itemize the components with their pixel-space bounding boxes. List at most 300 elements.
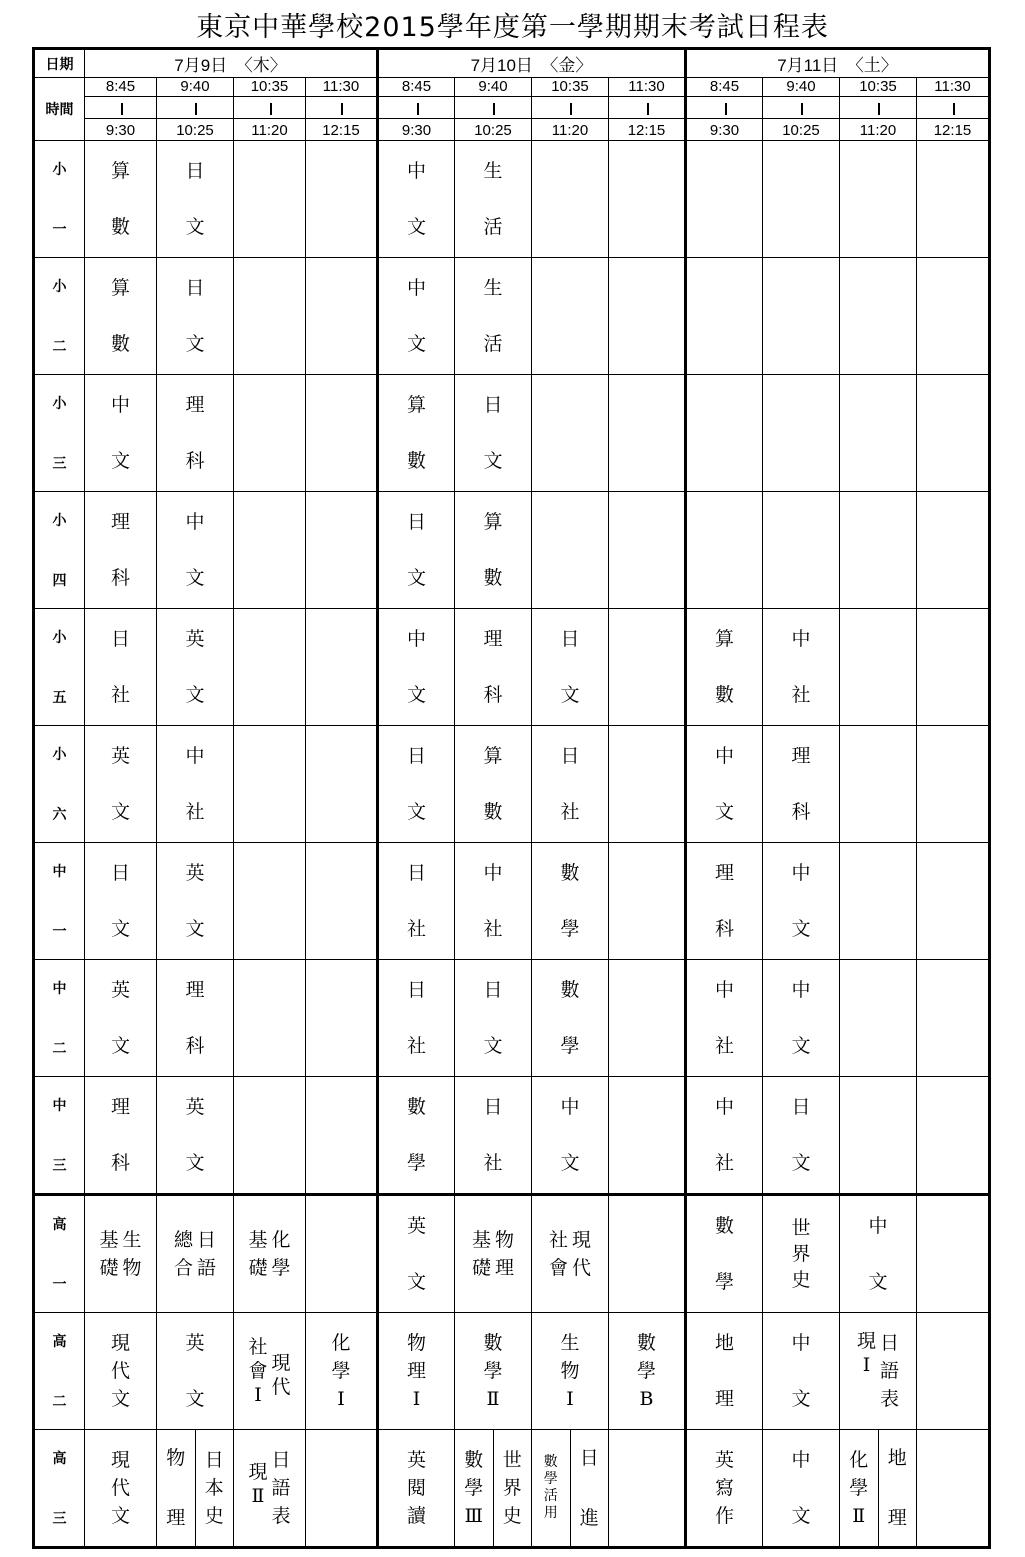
subject-stack bbox=[379, 1214, 454, 1294]
schedule-cell bbox=[532, 1195, 609, 1313]
grade-label bbox=[34, 609, 85, 726]
schedule-cell bbox=[455, 726, 532, 843]
slot-start: 11:30 bbox=[608, 78, 685, 97]
subject-char: 文 bbox=[110, 1505, 130, 1527]
subject-stack bbox=[532, 861, 608, 941]
schedule-cell bbox=[85, 492, 157, 609]
subject-stack bbox=[763, 1215, 839, 1293]
subject-char: 文 bbox=[791, 1035, 811, 1057]
schedule-cell bbox=[85, 141, 157, 258]
schedule-cell bbox=[532, 609, 609, 726]
subject-char: 文 bbox=[185, 918, 205, 940]
subject-char: 地 bbox=[714, 1332, 734, 1354]
subject-char: 語 bbox=[271, 1477, 291, 1499]
subject-char: 英 bbox=[406, 1449, 426, 1471]
grade-label bbox=[34, 1430, 85, 1548]
slot-divider bbox=[84, 100, 157, 119]
subject-char: 理 bbox=[714, 1388, 734, 1410]
subject-char: 代 bbox=[110, 1360, 130, 1382]
slot-end: 12:15 bbox=[322, 122, 360, 139]
subject-char: 礎 bbox=[99, 1257, 119, 1279]
schedule-cell bbox=[609, 960, 686, 1077]
schedule-cell bbox=[306, 1195, 378, 1313]
subject-stack bbox=[157, 627, 233, 707]
subject-char: 數 bbox=[483, 1332, 503, 1354]
subject-char: 英 bbox=[110, 979, 130, 1001]
schedule-cell bbox=[763, 726, 840, 843]
subject-char: Ⅱ bbox=[852, 1505, 866, 1527]
slot-start: 10:35 bbox=[839, 78, 917, 97]
subject-char: 地 bbox=[887, 1447, 907, 1469]
schedule-cell bbox=[763, 1430, 840, 1548]
schedule-cell bbox=[763, 609, 840, 726]
subject-char: 文 bbox=[714, 801, 734, 823]
subject-char: 日 bbox=[406, 745, 426, 767]
subject-char: 算 bbox=[110, 277, 130, 299]
schedule-cell bbox=[686, 258, 763, 375]
subject-char: 作 bbox=[714, 1505, 734, 1527]
schedule-cell bbox=[609, 1195, 686, 1313]
subject-char: 中 bbox=[791, 1332, 811, 1354]
schedule-cell bbox=[532, 726, 609, 843]
slot-start: 11:30 bbox=[305, 78, 377, 97]
subject-char: 英 bbox=[714, 1449, 734, 1471]
subject-char: 文 bbox=[110, 918, 130, 940]
time-slot bbox=[306, 78, 378, 141]
schedule-cell bbox=[455, 1430, 532, 1548]
subject-stack bbox=[85, 159, 156, 239]
subject-stack bbox=[687, 978, 762, 1058]
slot-start: 10:35 bbox=[531, 78, 609, 97]
schedule-cell bbox=[917, 1430, 990, 1548]
subject-char: 社 bbox=[406, 1035, 426, 1057]
subject-char: 英 bbox=[185, 862, 205, 884]
subject-char: 科 bbox=[714, 918, 734, 940]
schedule-cell bbox=[157, 960, 234, 1077]
schedule-cell bbox=[686, 1077, 763, 1195]
subject-char: 史 bbox=[502, 1505, 522, 1527]
subject-char: 合 bbox=[173, 1257, 193, 1279]
subject-char: 學 bbox=[636, 1360, 656, 1382]
subject-char: Ⅰ bbox=[337, 1388, 345, 1410]
subject-char: 英 bbox=[185, 1332, 205, 1354]
schedule-cell bbox=[609, 1430, 686, 1548]
schedule-cell bbox=[378, 141, 455, 258]
subject-char: 生 bbox=[483, 277, 503, 299]
schedule-cell bbox=[85, 960, 157, 1077]
subject-char: 文 bbox=[185, 684, 205, 706]
subject-char: 中 bbox=[406, 160, 426, 182]
subject-char: 中 bbox=[483, 862, 503, 884]
grade-year: 四 bbox=[52, 572, 67, 588]
subject-stack bbox=[85, 627, 156, 707]
subject-char: 數 bbox=[560, 979, 580, 1001]
subject-char: 社 bbox=[560, 801, 580, 823]
subject-char: 文 bbox=[110, 1388, 130, 1410]
schedule-cell bbox=[157, 1077, 234, 1195]
schedule-cell bbox=[85, 258, 157, 375]
schedule-cell bbox=[306, 375, 378, 492]
subject-char: 英 bbox=[110, 745, 130, 767]
slot-end: 9:30 bbox=[401, 122, 432, 139]
grade-row bbox=[34, 492, 990, 609]
schedule-cell bbox=[763, 843, 840, 960]
grade-row bbox=[34, 1313, 990, 1430]
slot-end: 9:30 bbox=[709, 122, 740, 139]
subject-char: 英 bbox=[185, 628, 205, 650]
subject-char: 中 bbox=[868, 1215, 888, 1237]
slot-divider bbox=[156, 100, 234, 119]
subject-char: 社 bbox=[791, 684, 811, 706]
subject-stack bbox=[455, 159, 531, 239]
grade-year: 三 bbox=[52, 1157, 67, 1173]
schedule-cell bbox=[378, 843, 455, 960]
subject-col bbox=[272, 1446, 291, 1530]
schedule-cell bbox=[85, 1430, 157, 1548]
subject-stack bbox=[687, 1446, 762, 1530]
slot-divider bbox=[233, 100, 306, 119]
schedule-cell bbox=[840, 258, 917, 375]
subject-col bbox=[857, 1329, 876, 1413]
subject-stack bbox=[609, 1329, 684, 1413]
subject-char: 本 bbox=[204, 1477, 224, 1499]
subject-stack bbox=[85, 1329, 156, 1413]
subject-char: 中 bbox=[406, 628, 426, 650]
subject-char: 生 bbox=[122, 1229, 142, 1251]
subject-char: 中 bbox=[791, 862, 811, 884]
subject-stack bbox=[379, 159, 454, 239]
subject-stack bbox=[687, 627, 762, 707]
subject-stack bbox=[464, 1446, 483, 1530]
subject-char: 物 bbox=[406, 1332, 426, 1354]
schedule-cell bbox=[686, 843, 763, 960]
subject-char: 中 bbox=[185, 745, 205, 767]
subject-char: 中 bbox=[406, 277, 426, 299]
slot-start: 9:40 bbox=[156, 78, 234, 97]
subject-char: 中 bbox=[560, 1096, 580, 1118]
schedule-cell bbox=[306, 726, 378, 843]
subject-char: 語 bbox=[880, 1360, 900, 1382]
schedule-cell bbox=[157, 375, 234, 492]
subject-char: 表 bbox=[880, 1388, 900, 1410]
subject-char: 科 bbox=[483, 684, 503, 706]
subject-stack bbox=[306, 1329, 376, 1413]
schedule-cell bbox=[378, 1430, 455, 1548]
subject-stack bbox=[157, 1095, 233, 1175]
subject-stack bbox=[849, 1446, 868, 1530]
schedule-cell bbox=[686, 1195, 763, 1313]
subject-char: 代 bbox=[572, 1257, 592, 1279]
subject-char: 數 bbox=[636, 1332, 656, 1354]
subject-char: 礎 bbox=[248, 1257, 268, 1279]
subject-char: 文 bbox=[791, 1505, 811, 1527]
subject-char: 數 bbox=[714, 684, 734, 706]
schedule-cell bbox=[532, 1313, 609, 1430]
subject-char: 學 bbox=[560, 1035, 580, 1057]
subject-char: 化 bbox=[331, 1332, 351, 1354]
subject-char: 算 bbox=[110, 160, 130, 182]
slot-start: 11:30 bbox=[916, 78, 989, 97]
schedule-cell bbox=[532, 375, 609, 492]
subject-char: 日 bbox=[406, 511, 426, 533]
slot-end: 10:25 bbox=[782, 122, 820, 139]
subject-char: 物 bbox=[560, 1360, 580, 1382]
subject-char: 學 bbox=[849, 1477, 869, 1499]
subject-stack bbox=[763, 744, 839, 824]
grade-year: 三 bbox=[52, 455, 67, 471]
grade-level: 中 bbox=[52, 1097, 67, 1113]
slot-divider bbox=[916, 100, 989, 119]
subject-char: 日 bbox=[406, 862, 426, 884]
subject-char: 學 bbox=[543, 1471, 558, 1487]
schedule-cell bbox=[234, 1430, 306, 1548]
subject-char: 數 bbox=[406, 450, 426, 472]
schedule-cell bbox=[157, 492, 234, 609]
schedule-cell bbox=[378, 609, 455, 726]
subject-char: 英 bbox=[185, 1096, 205, 1118]
subject-char: 日 bbox=[197, 1229, 217, 1251]
subject-char: 物 bbox=[122, 1257, 142, 1279]
grade-level: 高 bbox=[52, 1216, 67, 1232]
subject-char: 日 bbox=[483, 394, 503, 416]
schedule-cell bbox=[157, 141, 234, 258]
grade-label bbox=[34, 1195, 85, 1313]
subject-char: 文 bbox=[406, 684, 426, 706]
subject-stack bbox=[544, 1454, 558, 1522]
schedule-cell bbox=[378, 960, 455, 1077]
subject-col bbox=[248, 1460, 267, 1530]
schedule-cell bbox=[609, 141, 686, 258]
schedule-cell bbox=[378, 1195, 455, 1313]
grade-row bbox=[34, 1077, 990, 1195]
subject-col bbox=[272, 1226, 291, 1282]
subject-char: 學 bbox=[560, 918, 580, 940]
subject-char: 現 bbox=[110, 1449, 130, 1471]
subject-char: Ⅲ bbox=[464, 1505, 483, 1527]
time-slot bbox=[840, 78, 917, 141]
grade-level: 小 bbox=[52, 746, 67, 762]
subject-stack bbox=[840, 1214, 916, 1294]
schedule-cell bbox=[378, 258, 455, 375]
schedule-cell bbox=[532, 843, 609, 960]
subject-char: Ⅱ bbox=[251, 1485, 265, 1507]
grade-year: 一 bbox=[52, 1276, 67, 1292]
subject-stack bbox=[379, 1446, 454, 1530]
schedule-cell bbox=[85, 1195, 157, 1313]
subject-stack bbox=[763, 978, 839, 1058]
schedule-cell bbox=[917, 375, 990, 492]
subject-char: 科 bbox=[110, 567, 130, 589]
schedule-cell bbox=[306, 960, 378, 1077]
schedule-cell bbox=[532, 960, 609, 1077]
subject-char: 數 bbox=[406, 1096, 426, 1118]
grade-row bbox=[34, 726, 990, 843]
subject-char: 文 bbox=[791, 918, 811, 940]
schedule-cell bbox=[686, 726, 763, 843]
schedule-cell bbox=[532, 141, 609, 258]
subject-char: B bbox=[639, 1388, 654, 1410]
slot-divider bbox=[839, 100, 917, 119]
subject-char: 中 bbox=[185, 511, 205, 533]
subject-stack bbox=[455, 744, 531, 824]
subject-char: 文 bbox=[406, 801, 426, 823]
grade-year: 二 bbox=[52, 1040, 67, 1056]
time-slot bbox=[455, 78, 532, 141]
slot-divider bbox=[305, 100, 377, 119]
grade-row bbox=[34, 258, 990, 375]
subject-char: 社 bbox=[548, 1229, 568, 1251]
subject-char: 社 bbox=[406, 918, 426, 940]
subject-stack bbox=[85, 744, 156, 824]
grade-row bbox=[34, 960, 990, 1077]
subject-char: 科 bbox=[110, 1152, 130, 1174]
schedule-cell bbox=[455, 1313, 532, 1430]
subject-stack bbox=[763, 1095, 839, 1175]
subject-stack bbox=[687, 1214, 762, 1294]
schedule-cell bbox=[686, 1313, 763, 1430]
subject-char: 文 bbox=[406, 333, 426, 355]
subject-char: 日 bbox=[483, 1096, 503, 1118]
slot-end: 12:15 bbox=[627, 122, 666, 139]
subject-char: 文 bbox=[110, 1035, 130, 1057]
schedule-cell bbox=[157, 1430, 234, 1548]
subject-char: 進 bbox=[579, 1507, 599, 1529]
subject-char: 文 bbox=[185, 333, 205, 355]
subject-stack bbox=[532, 978, 608, 1058]
schedule-cell bbox=[763, 1077, 840, 1195]
time-slot bbox=[234, 78, 306, 141]
schedule-cell bbox=[85, 1313, 157, 1430]
subject-char: 世 bbox=[502, 1449, 522, 1471]
schedule-cell bbox=[763, 258, 840, 375]
time-label: 時間 bbox=[34, 78, 85, 141]
schedule-cell bbox=[917, 141, 990, 258]
subject-stack bbox=[455, 393, 531, 473]
schedule-cell bbox=[85, 609, 157, 726]
subject-char: 文 bbox=[406, 216, 426, 238]
subject-char: 史 bbox=[204, 1505, 224, 1527]
subject-col bbox=[472, 1226, 491, 1282]
schedule-cell bbox=[234, 726, 306, 843]
slot-end: 11:20 bbox=[251, 122, 288, 139]
schedule-cell bbox=[234, 492, 306, 609]
grade-row bbox=[34, 609, 990, 726]
schedule-cell bbox=[306, 609, 378, 726]
subject-char: 現 bbox=[248, 1461, 268, 1483]
subject-char: 理 bbox=[495, 1257, 515, 1279]
subject-char: 日 bbox=[185, 277, 205, 299]
subject-stack bbox=[532, 627, 608, 707]
grade-level: 中 bbox=[52, 863, 67, 879]
subject-char: 數 bbox=[110, 333, 130, 355]
schedule-cell bbox=[306, 1077, 378, 1195]
subject-char: 社 bbox=[110, 684, 130, 706]
slot-end: 11:20 bbox=[859, 122, 897, 139]
subject-char: 理 bbox=[714, 862, 734, 884]
grade-level: 小 bbox=[52, 278, 67, 294]
subject-stack bbox=[532, 744, 608, 824]
schedule-cell bbox=[840, 726, 917, 843]
subject-char: 中 bbox=[714, 1096, 734, 1118]
subject-char: 文 bbox=[185, 567, 205, 589]
grade-year: 六 bbox=[52, 806, 67, 822]
subject-stack bbox=[379, 1095, 454, 1175]
subject-char: 算 bbox=[483, 511, 503, 533]
subject-stack bbox=[379, 861, 454, 941]
subject-char: 數 bbox=[560, 862, 580, 884]
subject-char: 中 bbox=[110, 394, 130, 416]
time-slot bbox=[763, 78, 840, 141]
subject-stack bbox=[379, 510, 454, 590]
schedule-cell bbox=[840, 1430, 917, 1548]
subject-stack bbox=[503, 1446, 522, 1530]
grade-level: 小 bbox=[52, 161, 67, 177]
subject-char: 礎 bbox=[471, 1257, 491, 1279]
subject-char: 理 bbox=[887, 1507, 907, 1529]
slot-divider bbox=[686, 100, 763, 119]
schedule-cell bbox=[840, 1195, 917, 1313]
subject-char: 數 bbox=[483, 567, 503, 589]
subject-char: 代 bbox=[110, 1477, 130, 1499]
exam-schedule-table bbox=[32, 47, 991, 1549]
schedule-cell bbox=[840, 375, 917, 492]
subject-char: 日 bbox=[185, 160, 205, 182]
schedule-cell bbox=[840, 1313, 917, 1430]
subject-stack bbox=[157, 159, 233, 239]
subject-col bbox=[495, 1226, 514, 1282]
grade-level: 小 bbox=[52, 395, 67, 411]
schedule-cell bbox=[686, 492, 763, 609]
schedule-cell bbox=[455, 492, 532, 609]
subject-char: 日 bbox=[560, 628, 580, 650]
subject-char: 物 bbox=[166, 1447, 186, 1469]
subject-char: 社 bbox=[248, 1336, 268, 1358]
grade-label bbox=[34, 375, 85, 492]
subject-char: 科 bbox=[185, 1035, 205, 1057]
subject-char: Ⅰ bbox=[254, 1384, 262, 1406]
subject-stack bbox=[687, 1095, 762, 1175]
subject-char: 文 bbox=[406, 567, 426, 589]
subject-char: 日 bbox=[110, 628, 130, 650]
subject-char: 基 bbox=[248, 1229, 268, 1251]
subject-stack bbox=[763, 627, 839, 707]
subject-char: 理 bbox=[110, 1096, 130, 1118]
schedule-cell bbox=[917, 960, 990, 1077]
subject-char: 中 bbox=[714, 979, 734, 1001]
grade-label bbox=[34, 258, 85, 375]
schedule-cell bbox=[917, 1313, 990, 1430]
subject-stack bbox=[157, 744, 233, 824]
subject-char: 中 bbox=[791, 628, 811, 650]
subject-char: 現 bbox=[110, 1332, 130, 1354]
subject-char: 活 bbox=[543, 1488, 558, 1504]
grade-label bbox=[34, 726, 85, 843]
page-title: 東京中華學校2015學年度第一學期期末考試日程表 bbox=[196, 12, 829, 43]
subject-char: 中 bbox=[791, 979, 811, 1001]
schedule-cell bbox=[234, 1313, 306, 1430]
schedule-cell bbox=[157, 843, 234, 960]
slot-divider bbox=[762, 100, 840, 119]
subject-char: 文 bbox=[560, 1152, 580, 1174]
schedule-cell bbox=[532, 492, 609, 609]
grade-year: 一 bbox=[52, 923, 67, 939]
subject-char: 生 bbox=[483, 160, 503, 182]
subject-char: 理 bbox=[406, 1360, 426, 1382]
grade-year: 二 bbox=[52, 1393, 67, 1409]
subject-char: 社 bbox=[483, 1152, 503, 1174]
subject-col bbox=[248, 1335, 267, 1407]
subject-char: 史 bbox=[791, 1269, 811, 1291]
